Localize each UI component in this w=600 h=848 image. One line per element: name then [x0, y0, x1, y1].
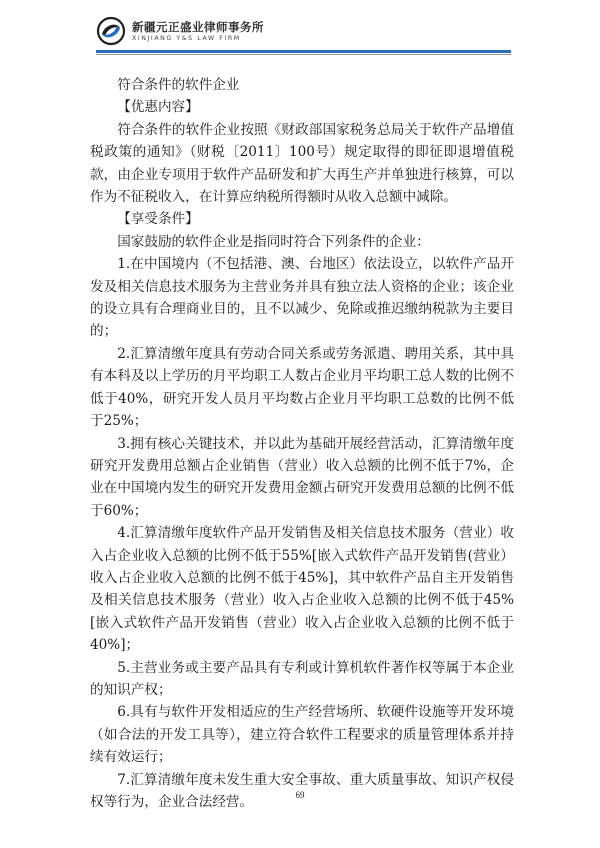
- condition-item-7: 7.汇算清缴年度未发生重大安全事故、重大质量事故、知识产权侵权等行为，企业合法经营。: [90, 771, 514, 810]
- condition-item-1: 1.在中国境内（不包括港、澳、台地区）依法设立，以软件产品开发及相关信息技术服务为主营业务并具有独立法人资格的企业；该企业的设立具有合理商业目的，且不以减少、免除或推迟缴纳税款为主要目的；: [90, 256, 514, 340]
- page-header: [96, 16, 516, 50]
- page-number: 69: [295, 790, 305, 800]
- heading-conditions: 【享受条件】: [117, 211, 199, 228]
- section-title: 符合条件的软件企业: [117, 77, 240, 93]
- header-rule-blue: [96, 50, 511, 53]
- condition-item-2: 2.汇算清缴年度具有劳动合同关系或劳务派遣、聘用关系，其中具有本科及以上学历的月平均职工人数占企业月平均职工总人数的比例不低于40%，研究开发人员月平均数占企业月平均职工总数的比例不低于25%；: [90, 345, 514, 430]
- paragraph-intro: 国家鼓励的软件企业是指同时符合下列条件的企业：: [117, 233, 430, 250]
- firm-name-en: XINJIANG Y&S LAW FIRM: [132, 35, 241, 42]
- condition-item-6: 6.具有与软件开发相适应的生产经营场所、软硬件设施等开发环境（如合法的开发工具等），建立符合软件工程要求的质量管理体系并持续有效运行；: [90, 704, 514, 766]
- firm-name-cn: 新疆元正盛业律师事务所: [132, 20, 264, 34]
- heading-benefit: 【优惠内容】: [117, 99, 199, 116]
- paragraph-benefit: 符合条件的软件企业按照《财政部国家税务总局关于软件产品增值税政策的通知》（财税〔2011〕100号）规定取得的即征即退增值税款，由企业专项用于软件产品研发和扩大再生产并单独进行核算，可以作为不征税收入，在计算应纳税所得额时从收入总额中减除。: [90, 121, 514, 206]
- condition-item-5: 5.主营业务或主要产品具有专利或计算机软件著作权等属于本企业的知识产权；: [90, 659, 514, 698]
- document-body: [90, 74, 514, 813]
- swirl-logo-icon: [96, 16, 126, 46]
- header-rule-gray: [96, 54, 511, 55]
- condition-item-4: 4.汇算清缴年度软件产品开发销售及相关信息技术服务（营业）收入占企业收入总额的比例不低于55%[嵌入式软件产品开发销售(营业）收入占企业收入总额的比例不低于45%]，其中软件产品自主开发销售及相关信息技术服务（营业）收入占企业收入总额的比例不低于45%[嵌入式软件产品开发销售（营业）收入占企业收入总额的比例不低于40%]；: [90, 525, 514, 654]
- condition-item-3: 3.拥有核心关键技术，并以此为基础开展经营活动，汇算清缴年度研究开发费用总额占企业销售（营业）收入总额的比例不低于7%，企业在中国境内发生的研究开发费用金额占研究开发费用总额的比例不低于60%；: [90, 435, 514, 519]
